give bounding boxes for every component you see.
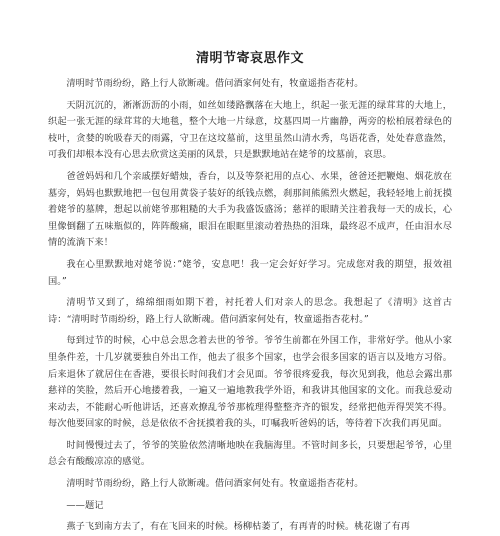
document-title: 清明节寄哀思作文 — [195, 51, 304, 66]
paragraph-poem-repeat: 清明时节雨纷纷，路上行人欲断魂。借问酒家何处有。牧童遥指杏花村。 — [66, 478, 364, 490]
paragraph-epigraph: ——题记 — [66, 499, 104, 511]
paragraph-grandpa: 每到过节的时候，心中总会思念着去世的爷爷。爷爷生前都在外国工作，非常好学。他从小家里条件差，十几岁就要独自外出工作，他去了很多个国家，也学会很多国家的语言以及地方习俗。后来退休了就居住在香港，要很长时间我们才会见面。爷爷很疼爱我，每次见到我，他总会露出那慈祥的笑脸，然后开心地搂着我，一遍又一遍地教我学外语，和我讲其他国家的文化。而我总爱动来动去，不能耐心听他讲话，还喜欢撩乱爷爷那梳理得整整齐齐的银发，经常把他弄得哭笑不得。每次他要回家的时候，总是依依不舍抚摸着我的头，叮嘱我听爸妈的话，等待着下次我们再见面。 — [48, 335, 452, 430]
paragraph-ritual: 爸爸妈妈和几个亲戚摆好蜡烛，香台，以及等祭祀用的点心、水果，爸爸还把鞭炮、烟花放在墓旁，妈妈也默默地把一包包用黄袋子装好的纸钱点燃，刹那间熊熊烈火燃起，我轻轻地上前抚摸着姥爷的墓牌，想起以前姥爷那粗糙的大手为我盛饭盛汤；慈祥的眼睛关注着我每一天的成长，心里像倒翻了五味瓶似的，阵阵酸痛，眼泪在眼眶里滚动着热热的泪珠，最终忍不成声，任由泪水尽情的流淌下来！ — [48, 170, 452, 249]
paragraph-promise: 我在心里默默地对姥爷说：”姥爷，安息吧！我一定会好好学习。完成您对我的期望，报效祖国。” — [48, 258, 452, 287]
paragraph-poem: 清明时节雨纷纷，路上行人欲断魂。借问酒家何处有，牧童遥指杏花村。 — [66, 78, 364, 89]
paragraph-memory: 时间慢慢过去了，爷爷的笑脸依然清晰地映在我脑海里。不管时间多长，只要想起爷爷，心里总会有酸酸凉凉的感觉。 — [48, 439, 452, 468]
paragraph-qingming-again: 清明节又到了，绵绵细雨如期下着，衬托着人们对亲人的思念。我想起了《清明》这首古诗：“清明时节雨纷纷，路上行人欲断魂。借问酒家何处有，牧童遥指杏花村。” — [48, 297, 452, 325]
paragraph-scene: 天阴沉沉的，淅淅沥沥的小雨，如丝如缕路飘落在大地上，织起一张无涯的绿茸茸的大地上，织起一张无涯的绿茸茸的大地毯，整个大地一片绿意，坟墓四周一片幽静，两旁的松柏展着绿色的枝叶，贪婪的吮吸春天的雨露，守卫在这坟墓前，这里虽然山清水秀，鸟语花香，处处春意盎然，可我们却根本没有心思去欣赏这美丽的风景，只是默默地站在姥爷的坟墓前，哀思。 — [48, 99, 452, 161]
paragraph-swallows: 燕子飞到南方去了，有在飞回来的时候。杨柳枯萎了，有再青的时候。桃花谢了有再 — [66, 521, 411, 533]
